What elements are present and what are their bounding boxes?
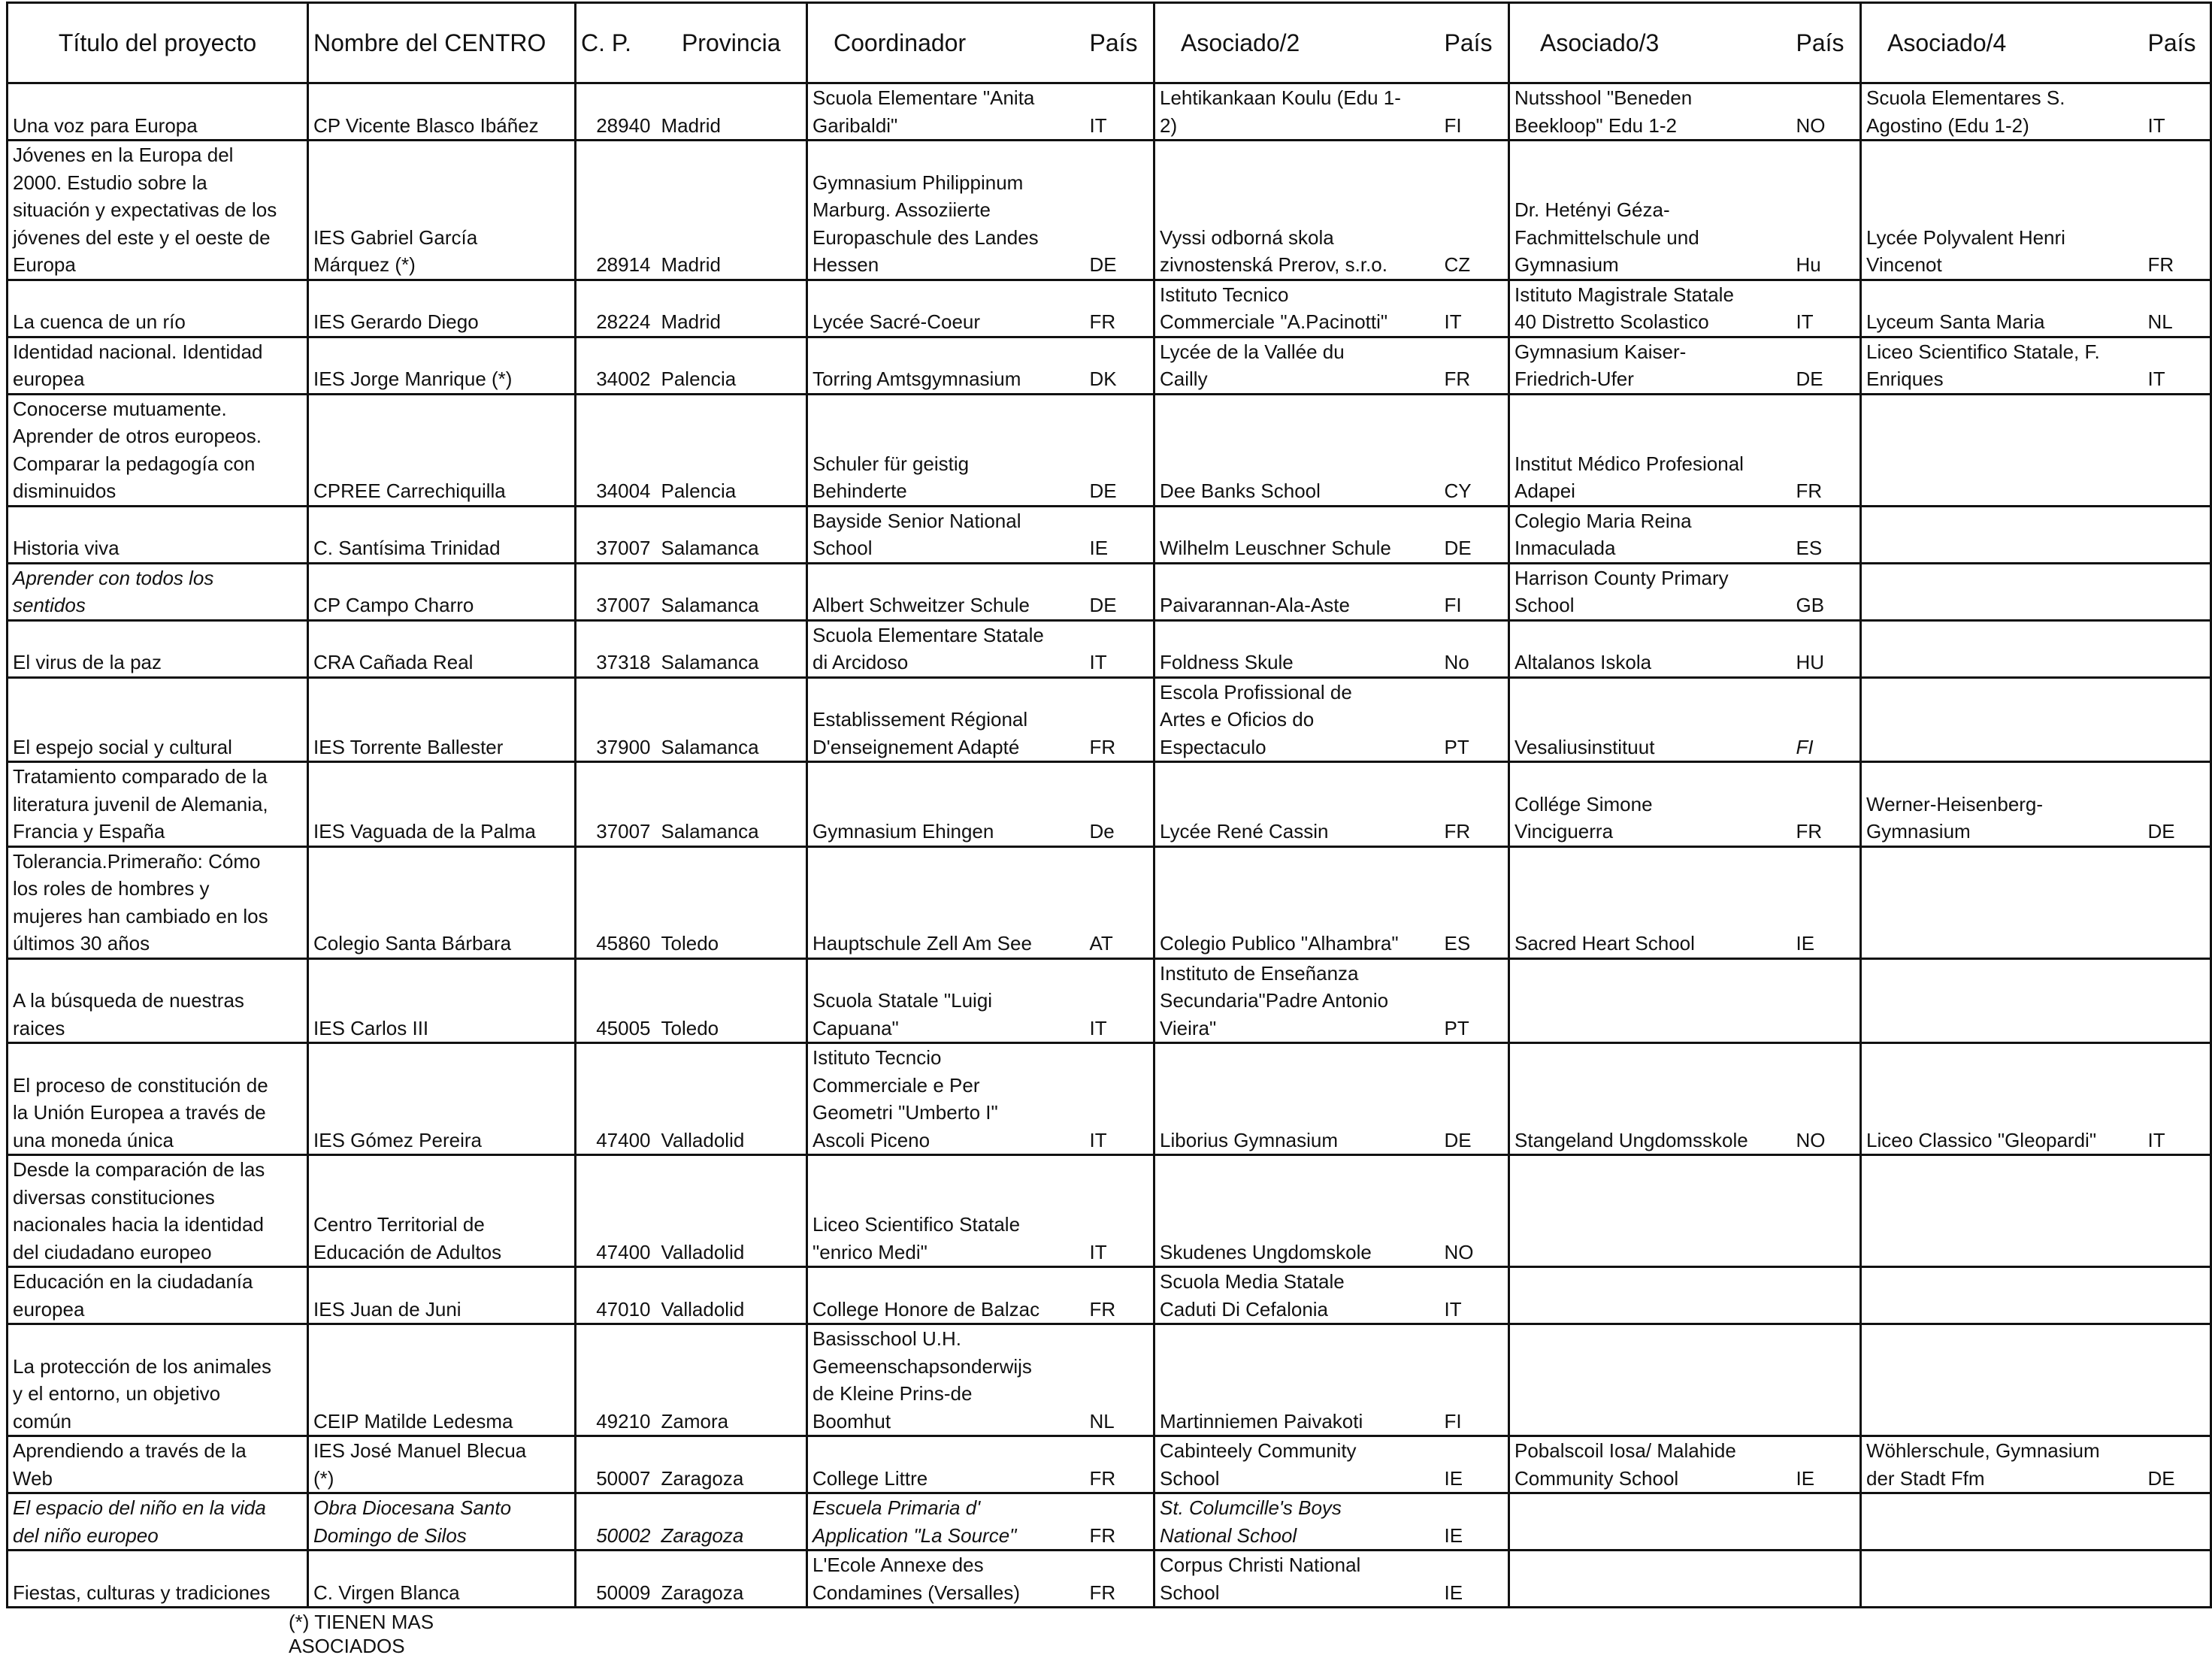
cell-pais-1: IT <box>1085 1043 1154 1155</box>
cell-titulo: El espejo social y cultural <box>8 677 308 762</box>
cell-pais-3 <box>1792 958 1861 1043</box>
cell-pais-2: FI <box>1440 1324 1509 1436</box>
cell-asociado-3: Altalanos Iskola <box>1509 620 1792 677</box>
cell-centro: Obra Diocesana Santo Domingo de Silos <box>308 1493 576 1551</box>
cell-asociado-2: Foldness Skule <box>1154 620 1440 677</box>
cell-provincia: Salamanca <box>657 677 807 762</box>
cell-pais-3 <box>1792 1155 1861 1267</box>
cell-pais-4 <box>2144 1324 2211 1436</box>
table-row <box>8 141 2211 280</box>
cell-cp: 47010 <box>576 1267 657 1324</box>
cell-pais-1: FR <box>1085 1267 1154 1324</box>
cell-pais-4: IT <box>2144 337 2211 394</box>
cell-asociado-3: Nutsshool "Beneden Beekloop" Edu 1-2 <box>1509 83 1792 141</box>
cell-cp: 37900 <box>576 677 657 762</box>
cell-titulo: El virus de la paz <box>8 620 308 677</box>
cell-asociado-2: Cabinteely Community School <box>1154 1436 1440 1493</box>
cell-asociado-4 <box>1861 846 2144 958</box>
header-row <box>8 3 2211 83</box>
cell-centro: CP Campo Charro <box>308 563 576 620</box>
cell-pais-1: IT <box>1085 958 1154 1043</box>
cell-coordinador: Bayside Senior National School <box>807 506 1085 563</box>
cell-cp: 47400 <box>576 1043 657 1155</box>
cell-asociado-2: Liborius Gymnasium <box>1154 1043 1440 1155</box>
table-row <box>8 1436 2211 1493</box>
cell-pais-1: DE <box>1085 563 1154 620</box>
cell-titulo: Educación en la ciudadanía europea <box>8 1267 308 1324</box>
cell-pais-3 <box>1792 1267 1861 1324</box>
cell-cp: 37318 <box>576 620 657 677</box>
cell-cp: 37007 <box>576 506 657 563</box>
cell-asociado-4: Lycée Polyvalent Henri Vincenot <box>1861 141 2144 280</box>
cell-pais-2: NO <box>1440 1155 1509 1267</box>
cell-pais-1: DK <box>1085 337 1154 394</box>
cell-pais-2: CY <box>1440 394 1509 506</box>
cell-provincia: Salamanca <box>657 506 807 563</box>
cell-centro: IES Gabriel García Márquez (*) <box>308 141 576 280</box>
cell-pais-3: IE <box>1792 1436 1861 1493</box>
cell-pais-3: Hu <box>1792 141 1861 280</box>
cell-pais-4 <box>2144 506 2211 563</box>
cell-asociado-2: Lehtikankaan Koulu (Edu 1- 2) <box>1154 83 1440 141</box>
cell-asociado-4 <box>1861 506 2144 563</box>
cell-asociado-4 <box>1861 1155 2144 1267</box>
table-row <box>8 1551 2211 1608</box>
cell-titulo: Tolerancia.Primeraño: Cómo los roles de hombres y mujeres han cambiado en los últimos 30 años <box>8 846 308 958</box>
cell-asociado-3: Pobalscoil Iosa/ Malahide Community School <box>1509 1436 1792 1493</box>
cell-asociado-4: Liceo Scientifico Statale, F. Enriques <box>1861 337 2144 394</box>
cell-centro: IES Torrente Ballester <box>308 677 576 762</box>
cell-pais-4 <box>2144 563 2211 620</box>
cell-asociado-3: Stangeland Ungdomsskole <box>1509 1043 1792 1155</box>
cell-asociado-3: Dr. Hetényi Géza- Fachmittelschule und Gymnasium <box>1509 141 1792 280</box>
cell-pais-2: No <box>1440 620 1509 677</box>
cell-pais-4 <box>2144 846 2211 958</box>
cell-provincia: Palencia <box>657 394 807 506</box>
cell-coordinador: Torring Amtsgymnasium <box>807 337 1085 394</box>
cell-provincia: Salamanca <box>657 563 807 620</box>
cell-titulo: El proceso de constitución de la Unión Europea a través de una moneda única <box>8 1043 308 1155</box>
header-pais-2: País <box>1440 3 1509 83</box>
cell-pais-2: PT <box>1440 958 1509 1043</box>
cell-pais-4: IT <box>2144 1043 2211 1155</box>
cell-provincia: Zaragoza <box>657 1436 807 1493</box>
cell-pais-3 <box>1792 1324 1861 1436</box>
cell-provincia: Salamanca <box>657 620 807 677</box>
cell-asociado-3: Institut Médico Profesional Adapei <box>1509 394 1792 506</box>
cell-pais-1: AT <box>1085 846 1154 958</box>
cell-coordinador: Escuela Primaria d' Application "La Source" <box>807 1493 1085 1551</box>
cell-centro: IES Juan de Juni <box>308 1267 576 1324</box>
cell-asociado-3: Harrison County Primary School <box>1509 563 1792 620</box>
cell-asociado-4: Wöhlerschule, Gymnasium der Stadt Ffm <box>1861 1436 2144 1493</box>
cell-titulo: Una voz para Europa <box>8 83 308 141</box>
cell-pais-2: IT <box>1440 1267 1509 1324</box>
cell-asociado-2: St. Columcille's Boys National School <box>1154 1493 1440 1551</box>
cell-pais-3: DE <box>1792 337 1861 394</box>
cell-pais-4: IT <box>2144 83 2211 141</box>
cell-cp: 37007 <box>576 563 657 620</box>
cell-titulo: Identidad nacional. Identidad europea <box>8 337 308 394</box>
cell-centro: IES Vaguada de la Palma <box>308 762 576 847</box>
cell-pais-2: ES <box>1440 846 1509 958</box>
cell-pais-3: IT <box>1792 280 1861 337</box>
table-row <box>8 958 2211 1043</box>
footnote-more-associates: (*) TIENEN MAS ASOCIADOS <box>289 1611 434 1657</box>
cell-titulo: Tratamiento comparado de la literatura juvenil de Alemania, Francia y España <box>8 762 308 847</box>
cell-asociado-3: Vesaliusinstituut <box>1509 677 1792 762</box>
cell-titulo: Fiestas, culturas y tradiciones <box>8 1551 308 1608</box>
cell-pais-4 <box>2144 1155 2211 1267</box>
cell-pais-1: DE <box>1085 141 1154 280</box>
cell-titulo: Desde la comparación de las diversas constituciones nacionales hacia la identidad del ciudadano europeo <box>8 1155 308 1267</box>
table-row <box>8 394 2211 506</box>
cell-asociado-2: Skudenes Ungdomskole <box>1154 1155 1440 1267</box>
cell-asociado-2: Colegio Publico "Alhambra" <box>1154 846 1440 958</box>
table-row <box>8 762 2211 847</box>
cell-asociado-4 <box>1861 563 2144 620</box>
cell-titulo: Aprender con todos los sentidos <box>8 563 308 620</box>
cell-pais-3: IE <box>1792 846 1861 958</box>
cell-titulo: Historia viva <box>8 506 308 563</box>
cell-asociado-3: Sacred Heart School <box>1509 846 1792 958</box>
table-row <box>8 846 2211 958</box>
cell-asociado-2: Vyssi odborná skola zivnostenská Prerov, s.r.o. <box>1154 141 1440 280</box>
cell-asociado-3 <box>1509 1155 1792 1267</box>
cell-cp: 28940 <box>576 83 657 141</box>
cell-centro: Colegio Santa Bárbara <box>308 846 576 958</box>
cell-coordinador: College Littre <box>807 1436 1085 1493</box>
cell-coordinador: Albert Schweitzer Schule <box>807 563 1085 620</box>
cell-pais-4 <box>2144 1493 2211 1551</box>
header-asociado-2: Asociado/2 <box>1154 3 1440 83</box>
cell-coordinador: Gymnasium Ehingen <box>807 762 1085 847</box>
cell-titulo: Aprendiendo a través de la Web <box>8 1436 308 1493</box>
cell-centro: C. Santísima Trinidad <box>308 506 576 563</box>
projects-table <box>6 2 2212 1608</box>
cell-asociado-3 <box>1509 958 1792 1043</box>
cell-pais-4 <box>2144 1551 2211 1608</box>
cell-asociado-2: Istituto Tecnico Commerciale "A.Pacinotti" <box>1154 280 1440 337</box>
cell-titulo: Jóvenes en la Europa del 2000. Estudio sobre la situación y expectativas de los jóvenes del este y el oeste de Europa <box>8 141 308 280</box>
cell-asociado-4 <box>1861 1493 2144 1551</box>
cell-provincia: Zaragoza <box>657 1493 807 1551</box>
cell-coordinador: Liceo Scientifico Statale "enrico Medi" <box>807 1155 1085 1267</box>
cell-pais-3 <box>1792 1493 1861 1551</box>
cell-coordinador: Hauptschule Zell Am See <box>807 846 1085 958</box>
cell-pais-2: FR <box>1440 337 1509 394</box>
cell-asociado-2: Lycée René Cassin <box>1154 762 1440 847</box>
header-asociado-4: Asociado/4 <box>1861 3 2144 83</box>
cell-provincia: Valladolid <box>657 1155 807 1267</box>
cell-pais-1: IE <box>1085 506 1154 563</box>
cell-provincia: Valladolid <box>657 1043 807 1155</box>
cell-asociado-4 <box>1861 620 2144 677</box>
cell-coordinador: Scuola Elementare Statale di Arcidoso <box>807 620 1085 677</box>
cell-cp: 50007 <box>576 1436 657 1493</box>
cell-asociado-3: Gymnasium Kaiser- Friedrich-Ufer <box>1509 337 1792 394</box>
cell-asociado-2: Scuola Media Statale Caduti Di Cefalonia <box>1154 1267 1440 1324</box>
header-cp: C. P. <box>576 3 657 83</box>
cell-pais-2: PT <box>1440 677 1509 762</box>
header-pais-1: País <box>1085 3 1154 83</box>
cell-asociado-4 <box>1861 958 2144 1043</box>
cell-provincia: Toledo <box>657 958 807 1043</box>
header-centro: Nombre del CENTRO <box>308 3 576 83</box>
cell-centro: IES Jorge Manrique (*) <box>308 337 576 394</box>
cell-provincia: Salamanca <box>657 762 807 847</box>
cell-pais-4 <box>2144 394 2211 506</box>
cell-cp: 37007 <box>576 762 657 847</box>
cell-asociado-4 <box>1861 677 2144 762</box>
cell-pais-2: IE <box>1440 1493 1509 1551</box>
cell-provincia: Palencia <box>657 337 807 394</box>
cell-centro: CRA Cañada Real <box>308 620 576 677</box>
cell-pais-4: FR <box>2144 141 2211 280</box>
cell-pais-1: IT <box>1085 1155 1154 1267</box>
cell-provincia: Zamora <box>657 1324 807 1436</box>
cell-coordinador: Lycée Sacré-Coeur <box>807 280 1085 337</box>
cell-provincia: Madrid <box>657 83 807 141</box>
cell-cp: 50002 <box>576 1493 657 1551</box>
header-titulo: Título del proyecto <box>8 3 308 83</box>
cell-pais-4: DE <box>2144 762 2211 847</box>
cell-asociado-3 <box>1509 1324 1792 1436</box>
cell-asociado-2: Martinniemen Paivakoti <box>1154 1324 1440 1436</box>
cell-pais-1: IT <box>1085 620 1154 677</box>
header-coordinador: Coordinador <box>807 3 1085 83</box>
cell-titulo: La protección de los animales y el entorno, un objetivo común <box>8 1324 308 1436</box>
cell-asociado-2: Wilhelm Leuschner Schule <box>1154 506 1440 563</box>
cell-asociado-2: Paivarannan-Ala-Aste <box>1154 563 1440 620</box>
cell-asociado-4: Scuola Elementares S. Agostino (Edu 1-2) <box>1861 83 2144 141</box>
cell-cp: 34002 <box>576 337 657 394</box>
cell-asociado-2: Dee Banks School <box>1154 394 1440 506</box>
cell-pais-2: IT <box>1440 280 1509 337</box>
cell-pais-2: DE <box>1440 1043 1509 1155</box>
cell-asociado-4: Werner-Heisenberg- Gymnasium <box>1861 762 2144 847</box>
cell-asociado-3: Istituto Magistrale Statale 40 Distretto Scolastico <box>1509 280 1792 337</box>
cell-coordinador: Gymnasium Philippinum Marburg. Assoziierte Europaschule des Landes Hessen <box>807 141 1085 280</box>
cell-pais-3: NO <box>1792 83 1861 141</box>
projects-table-sheet <box>6 2 2212 1657</box>
cell-pais-2: IE <box>1440 1551 1509 1608</box>
cell-pais-3 <box>1792 1551 1861 1608</box>
cell-asociado-3: Collége Simone Vinciguerra <box>1509 762 1792 847</box>
cell-centro: C. Virgen Blanca <box>308 1551 576 1608</box>
cell-pais-2: FI <box>1440 563 1509 620</box>
cell-titulo: La cuenca de un río <box>8 280 308 337</box>
table-row <box>8 83 2211 141</box>
table-row <box>8 563 2211 620</box>
cell-asociado-3 <box>1509 1551 1792 1608</box>
cell-provincia: Madrid <box>657 280 807 337</box>
cell-titulo: A la búsqueda de nuestras raices <box>8 958 308 1043</box>
table-row <box>8 506 2211 563</box>
cell-pais-4 <box>2144 620 2211 677</box>
cell-cp: 45860 <box>576 846 657 958</box>
table-row <box>8 1043 2211 1155</box>
cell-cp: 45005 <box>576 958 657 1043</box>
cell-pais-3: HU <box>1792 620 1861 677</box>
cell-pais-1: FR <box>1085 1493 1154 1551</box>
cell-asociado-3 <box>1509 1493 1792 1551</box>
cell-pais-3: GB <box>1792 563 1861 620</box>
cell-pais-3: ES <box>1792 506 1861 563</box>
table-row <box>8 280 2211 337</box>
cell-pais-3: NO <box>1792 1043 1861 1155</box>
header-pais-3: País <box>1792 3 1861 83</box>
cell-provincia: Valladolid <box>657 1267 807 1324</box>
cell-provincia: Zaragoza <box>657 1551 807 1608</box>
cell-pais-1: NL <box>1085 1324 1154 1436</box>
cell-provincia: Madrid <box>657 141 807 280</box>
cell-coordinador: Establissement Régional D'enseignement Adapté <box>807 677 1085 762</box>
table-row <box>8 1493 2211 1551</box>
cell-pais-2: CZ <box>1440 141 1509 280</box>
cell-centro: IES Carlos III <box>308 958 576 1043</box>
cell-pais-4: NL <box>2144 280 2211 337</box>
cell-coordinador: Scuola Statale "Luigi Capuana" <box>807 958 1085 1043</box>
cell-pais-4: DE <box>2144 1436 2211 1493</box>
cell-coordinador: Schuler für geistig Behinderte <box>807 394 1085 506</box>
cell-coordinador: Istituto Tecncio Commerciale e Per Geometri "Umberto I" Ascoli Piceno <box>807 1043 1085 1155</box>
cell-pais-1: De <box>1085 762 1154 847</box>
cell-asociado-3: Colegio Maria Reina Inmaculada <box>1509 506 1792 563</box>
cell-pais-4 <box>2144 677 2211 762</box>
cell-asociado-2: Corpus Christi National School <box>1154 1551 1440 1608</box>
cell-coordinador: Basisschool U.H. Gemeenschapsonderwijs de Kleine Prins-de Boomhut <box>807 1324 1085 1436</box>
cell-pais-2: IE <box>1440 1436 1509 1493</box>
cell-cp: 47400 <box>576 1155 657 1267</box>
cell-pais-2: FR <box>1440 762 1509 847</box>
cell-pais-1: FR <box>1085 677 1154 762</box>
cell-asociado-4 <box>1861 1551 2144 1608</box>
table-row <box>8 677 2211 762</box>
cell-centro: IES Gerardo Diego <box>308 280 576 337</box>
cell-cp: 28224 <box>576 280 657 337</box>
cell-pais-1: DE <box>1085 394 1154 506</box>
cell-centro: Centro Territorial de Educación de Adultos <box>308 1155 576 1267</box>
cell-pais-1: FR <box>1085 280 1154 337</box>
cell-pais-4 <box>2144 958 2211 1043</box>
cell-asociado-2: Escola Profissional de Artes e Oficios do Espectaculo <box>1154 677 1440 762</box>
cell-asociado-4 <box>1861 1324 2144 1436</box>
cell-cp: 34004 <box>576 394 657 506</box>
cell-cp: 50009 <box>576 1551 657 1608</box>
table-row <box>8 337 2211 394</box>
cell-asociado-4 <box>1861 1267 2144 1324</box>
cell-provincia: Toledo <box>657 846 807 958</box>
cell-pais-1: FR <box>1085 1436 1154 1493</box>
cell-asociado-2: Lycée de la Vallée du Cailly <box>1154 337 1440 394</box>
cell-pais-2: FI <box>1440 83 1509 141</box>
header-provincia: Provincia <box>657 3 807 83</box>
cell-cp: 49210 <box>576 1324 657 1436</box>
cell-titulo: Conocerse mutuamente. Aprender de otros europeos. Comparar la pedagogía con disminuidos <box>8 394 308 506</box>
cell-asociado-3 <box>1509 1267 1792 1324</box>
cell-coordinador: Scuola Elementare "Anita Garibaldi" <box>807 83 1085 141</box>
cell-centro: CPREE Carrechiquilla <box>308 394 576 506</box>
cell-asociado-4: Lyceum Santa Maria <box>1861 280 2144 337</box>
table-row <box>8 1155 2211 1267</box>
cell-coordinador: College Honore de Balzac <box>807 1267 1085 1324</box>
cell-titulo: El espacio del niño en la vida del niño europeo <box>8 1493 308 1551</box>
header-asociado-3: Asociado/3 <box>1509 3 1792 83</box>
header-pais-4: País <box>2144 3 2211 83</box>
cell-centro: CP Vicente Blasco Ibáñez <box>308 83 576 141</box>
cell-centro: IES Gómez Pereira <box>308 1043 576 1155</box>
cell-pais-3: FI <box>1792 677 1861 762</box>
cell-asociado-4: Liceo Classico "Gleopardi" <box>1861 1043 2144 1155</box>
cell-pais-1: FR <box>1085 1551 1154 1608</box>
cell-asociado-2: Instituto de Enseñanza Secundaria"Padre Antonio Vieira" <box>1154 958 1440 1043</box>
cell-asociado-4 <box>1861 394 2144 506</box>
cell-cp: 28914 <box>576 141 657 280</box>
table-row <box>8 620 2211 677</box>
cell-pais-2: DE <box>1440 506 1509 563</box>
cell-pais-1: IT <box>1085 83 1154 141</box>
cell-pais-3: FR <box>1792 394 1861 506</box>
table-row <box>8 1267 2211 1324</box>
cell-pais-4 <box>2144 1267 2211 1324</box>
cell-centro: IES José Manuel Blecua (*) <box>308 1436 576 1493</box>
cell-coordinador: L'Ecole Annexe des Condamines (Versalles) <box>807 1551 1085 1608</box>
cell-pais-3: FR <box>1792 762 1861 847</box>
table-row <box>8 1324 2211 1436</box>
cell-centro: CEIP Matilde Ledesma <box>308 1324 576 1436</box>
